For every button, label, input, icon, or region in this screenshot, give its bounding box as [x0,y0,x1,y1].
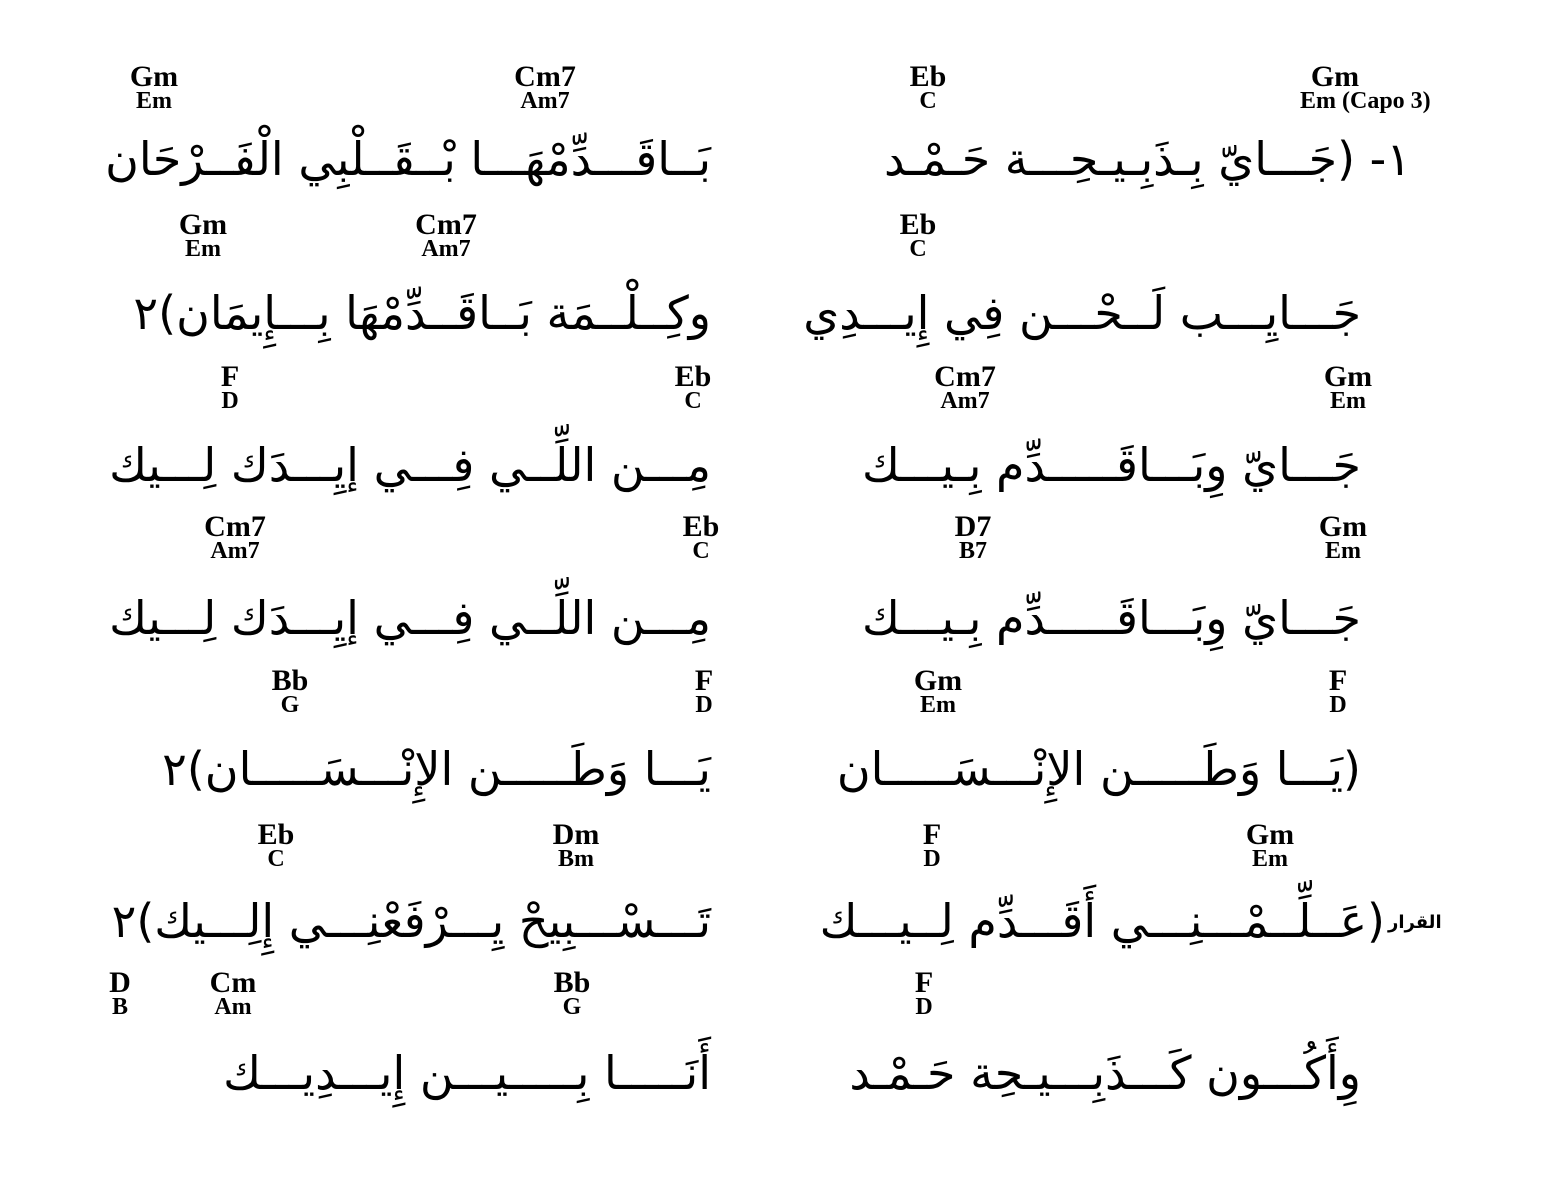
chord [538,820,614,871]
lyric-line-left: مِـــن اللِّــي فِـــي إيِـــدَك لِـــيك [109,591,711,645]
capo-chord: Am7 [421,236,471,262]
chord [900,666,976,717]
chord-name: Eb [257,818,295,851]
capo-chord: Em [1330,388,1366,414]
capo-chord: Em [1252,846,1288,872]
lyric-line-left: يَـــا وَطَـــــن الإِنْـــسَـــــان)٢ [162,742,711,796]
chord [110,62,198,113]
lyric-line-right: جَـــايِـــب لَــحْـــن فِي إِيـــدِي [803,286,1361,340]
chord [258,666,322,717]
chord-name: F [220,360,240,393]
chord [185,512,285,563]
capo-chord: C [267,846,285,872]
chord-name: Cm7 [415,208,477,241]
chord [198,968,268,1019]
lyric-line-right: وِأَكُـــون كَـــذَبِـــيـحِة حَـمْـد [849,1046,1361,1100]
chord [1305,512,1381,563]
lyric-line-left: بَــاقَـــدِّمْهَـــا بْــقَــلْبِي الْفَــرْحَان [105,132,711,186]
chord [160,210,246,261]
chord-name: Bb [271,664,309,697]
capo-chord: D [695,692,713,718]
capo-chord: Em [185,236,221,262]
capo-chord: Am7 [210,538,260,564]
lyric-line-right: جَـــايّ وِبَـــاقَـــــدِّم بِـيـــك [862,591,1361,645]
chord-name: Eb [682,510,720,543]
capo-chord: B7 [958,538,987,564]
chord [100,968,140,1019]
chord [1300,60,1431,114]
chord-name: Gm [1318,510,1368,543]
chord-name: Cm7 [514,60,576,93]
chord-name: Eb [674,360,712,393]
capo-chord: Am7 [520,88,570,114]
chord-name: Gm [1323,360,1373,393]
chord [666,512,736,563]
chord [915,362,1015,413]
chorus-label: القرار [1388,912,1442,933]
chord [200,362,260,413]
capo-chord: D [221,388,239,414]
lyric-line-left: وكِــلْــمَة بَــاقَــدِّمْهَا بِـــإِيمَان)٢ [133,286,711,340]
capo-chord: G [562,994,582,1020]
chord-name: Cm7 [934,360,996,393]
chord [495,62,595,113]
capo-chord: D [1329,692,1347,718]
chord-name: Gm [178,208,228,241]
chord [396,210,496,261]
chord-name: F [914,966,934,999]
capo-chord: D [923,846,941,872]
lyric-line-left: أَنَـــــا بِـــــيـــن إِيـــدِيـــك [223,1046,711,1100]
lyric-line-right: (عَــلِّــمْـــنِـــي أَقَـــدِّم لِــيـــك [819,894,1385,948]
chord-name: D7 [954,510,992,543]
chord [244,820,308,871]
chord [1310,666,1366,717]
lyric-line-left: مِـــن اللِّــي فِـــي إيِـــدَك لِـــيك [109,438,711,492]
capo-chord: Am7 [940,388,990,414]
chord-name: Eb [899,208,937,241]
chord-name: Eb [909,60,947,93]
chord-name: Gm [129,60,179,93]
chord [938,512,1008,563]
capo-chord: Bm [558,846,594,872]
chord [676,666,732,717]
chord-name: F [1328,664,1348,697]
capo-chord: Am [214,994,252,1020]
capo-chord: Em [136,88,172,114]
chord [896,968,952,1019]
chord-name: Gm [1310,60,1360,93]
capo-chord: Em [920,692,956,718]
chord [890,62,966,113]
lyric-line-right: ١- (جَـــايّ بِـذَبِـيـحِـــة حَـمْـد [884,132,1411,186]
capo-chord: C [919,88,937,114]
lyric-line-right: جَـــايّ وِبَـــاقَـــــدِّم بِـيـــك [862,438,1361,492]
chord-name: Dm [552,818,600,851]
chord-name: Cm [209,966,257,999]
capo-chord: Em (Capo 3) [1300,88,1431,114]
chord [904,820,960,871]
chord-name: Gm [1245,818,1295,851]
lyric-line-right: (يَـــا وَطَـــــن الإِنْـــسَـــــان [836,742,1361,796]
chord [658,362,728,413]
capo-chord: D [915,994,933,1020]
capo-chord: C [909,236,927,262]
capo-chord: C [684,388,702,414]
chord [1310,362,1386,413]
capo-chord: C [692,538,710,564]
lyric-line-left: تَـــسْـــبِيحْ يِـــرْفَعْنِـــي إِلِـــيك)٢ [111,894,711,948]
capo-chord: G [280,692,300,718]
chord [880,210,956,261]
capo-chord: B [111,994,128,1020]
capo-chord: Em [1325,538,1361,564]
chord [1232,820,1308,871]
chord-name: Bb [553,966,591,999]
chord [540,968,604,1019]
chord-name: F [922,818,942,851]
chord-name: D [109,966,131,999]
chord-name: Gm [913,664,963,697]
chord-name: F [694,664,714,697]
chord-name: Cm7 [204,510,266,543]
